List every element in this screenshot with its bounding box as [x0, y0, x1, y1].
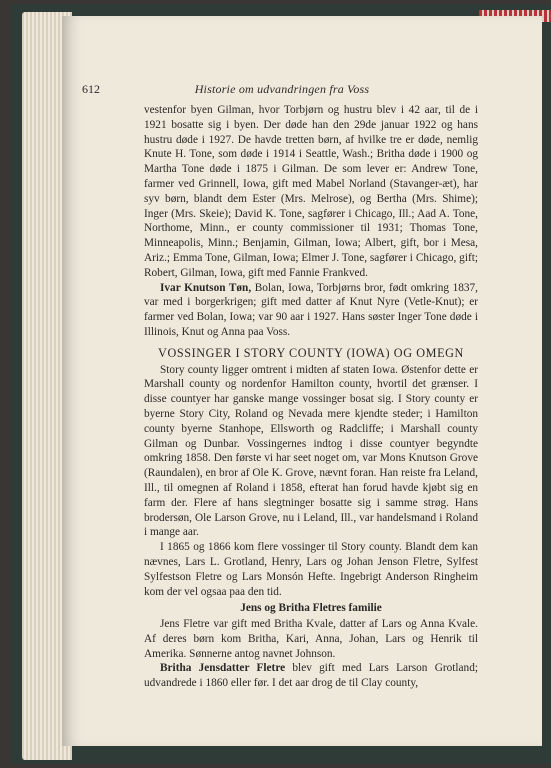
body-text	[144, 103, 478, 691]
running-title: Historie om udvandringen fra Voss	[194, 82, 370, 96]
paragraph-story-county: Story county ligger omtrent i midten af staten Iowa. Østenfor dette er Marshall county og nordenfor Hamilton county, hvortil det grænser. I disse countyer har ganske mange vossinger bosat sig. I Story county er byerne Story City, Roland og Nevada mere kjendte steder; i Hamilton county byerne Stanhope, Ellsworth og Radcliffe; i Marshall county Gilman og Dunbar. Vossingernes indtog i disse countyer begyndte omkring 1858. Den første vi har seet noget om, var Mons Knutson Grove (Raundalen), en bror af Ole K. Grove, nævnt foran. Han reiste fra Leland, Ill., til omegnen af Roland i 1858, efterat han forud havde kjøbt sig en farm der. Flere af hans slegtninger bosatte sig i samme strøg. Hans brodersøn, Ole Larson Grove, nu i Leland, Ill., var handelsmand i Roland i mange aar.	[144, 363, 478, 539]
paragraph-jens-fletre: Jens Fletre var gift med Britha Kvale, datter af Lars og Anna Kvale. Af deres børn kom Britha, Kari, Anna, Johan, Lars og Henrik til Amerika. Sønnerne antog navnet Johnson.	[144, 618, 478, 660]
paragraph-settlers-1865: I 1865 og 1866 kom flere vossinger til Story county. Blandt dem kan nævnes, Lars L. Grotland, Henry, Lars og Johan Jenson Fletre, Sylfest Sylfestson Fletre og Lars Monsón Hefte. Ingebrigt Anderson Ringheim kom der vel ogsaa paa den tid.	[144, 541, 478, 598]
paragraph-britha-text: blev gift med Lars Larson Grotland; udvandrede i 1860 eller før. I det aar drog de til Clay county,	[144, 662, 478, 690]
paragraph-ivar-knutson	[144, 281, 478, 340]
person-name-britha: Britha Jensdatter Fletre	[160, 662, 286, 675]
paragraph-ivar-text: Bolan, Iowa, Torbjørns bror, født omkring 1837, var med i borgerkrigen; gift med datter af Knut Nyre (Vetle-Knut); er farmer ved Bolan, Iowa; var 90 aar i 1927. Hans søster Inger Tone døde i Illinois, Knut og Anna paa Voss.	[144, 281, 478, 338]
section-heading: VOSSINGER I STORY COUNTY (IOWA) OG OMEGN	[158, 345, 464, 360]
person-name-ivar: Ivar Knutson Tøn,	[160, 281, 252, 294]
page-number: 612	[82, 82, 100, 96]
subheading-fletre-family: Jens og Britha Fletres familie	[240, 602, 382, 615]
paragraph-britha-fletre	[144, 661, 478, 691]
paragraph-tone-family: vestenfor byen Gilman, hvor Torbjørn og hustru blev i 42 aar, til de i 1921 bosatte sig i byen. Der døde han den 29de januar 1922 og hans hustru døde i 1927. De havde tretten børn, af hvilke tre er døde, nemlig Knute H. Tone, som døde i 1914 i Seattle, Wash.; Britha døde i 1900 og Martha Tone døde i 1875 i Gilman. De som lever er: Andrew Tone, farmer ved Grinnell, Iowa, gift med Mabel Norland (Stavanger-æt), har syv børn, blandt dem Ester (Mrs. Melrose), og Bertha (Mrs. Shime); Inger (Mrs. Skeie); David K. Tone, sagfører i Chicago, Ill.; Aad A. Tone, Northome, Minn., er county commissioner til 1931; Thomas Tone, Minneapolis, Minn.; Benjamin, Gilman, Iowa; Albert, gift, bor i Mesa, Ariz.; Emma Tone, Gilman, Iowa; Elmer J. Tone, sagfører i Chicago, gift; Robert, Gilman, Iowa, gift med Fannie Frankved.	[144, 104, 478, 279]
